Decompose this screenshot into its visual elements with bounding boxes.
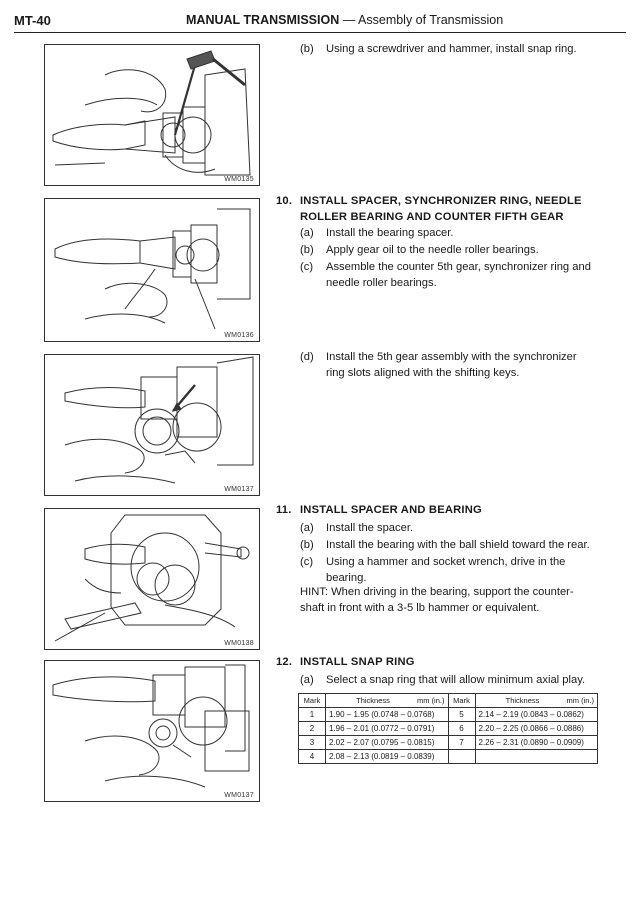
screwdriver-hammer-illustration <box>45 45 259 185</box>
step-text: Using a screwdriver and hammer, install snap ring. <box>326 43 577 55</box>
figure-label: WM0137 <box>224 792 254 799</box>
mark-cell: 6 <box>448 722 475 736</box>
section-name: MANUAL TRANSMISSION <box>186 13 340 27</box>
fifth-gear-illustration <box>45 355 259 495</box>
table-row <box>299 722 598 736</box>
figure-wm0136 <box>44 198 260 342</box>
step-text-line1: Install the 5th gear assembly with the synchronizer <box>326 351 577 363</box>
step-11-hint <box>300 585 620 616</box>
step-12-item-a <box>300 673 620 689</box>
mark-cell: 7 <box>448 736 475 750</box>
mark-cell: 5 <box>448 708 475 722</box>
step-label: (a) <box>300 674 314 686</box>
step-label: (c) <box>300 556 314 568</box>
figure-wm0137-snap-ring <box>44 660 260 802</box>
mark-cell: 3 <box>299 736 326 750</box>
step-text-line2: bearing. <box>326 571 367 584</box>
table-row <box>299 736 598 750</box>
step-text: Install the bearing spacer. <box>326 227 454 239</box>
figure-wm0137 <box>44 354 260 496</box>
step-text: Install the bearing with the ball shield toward the rear. <box>326 539 590 551</box>
page-number: MT-40 <box>14 13 51 28</box>
step-text-line2: needle roller bearings. <box>326 276 437 289</box>
step-text: Install the spacer. <box>326 522 414 534</box>
figure-wm0135 <box>44 44 260 186</box>
step-text-line1: Using a hammer and socket wrench, drive in the <box>326 556 566 568</box>
column-header-mark: Mark <box>299 694 326 708</box>
bearing-install-illustration <box>45 509 259 649</box>
header-title <box>186 13 503 27</box>
figure-label: WM0138 <box>224 640 254 647</box>
header-dash: — <box>342 13 356 27</box>
step-label: (d) <box>300 351 314 363</box>
step-label: (c) <box>300 261 314 273</box>
figure-label: WM0137 <box>224 486 254 493</box>
thickness-label: Thickness <box>356 696 390 705</box>
step-12-number: 12. <box>276 656 293 668</box>
step-label: (a) <box>300 227 314 239</box>
step-10-item-d <box>300 350 620 382</box>
step-10-item-b <box>300 243 620 259</box>
step-10-title-line2: ROLLER BEARING AND COUNTER FIFTH GEAR <box>300 210 564 223</box>
table-row <box>299 708 598 722</box>
step-11-title: INSTALL SPACER AND BEARING <box>300 504 482 516</box>
step-text <box>326 555 565 586</box>
step-11-item-c <box>300 555 620 587</box>
figure-label: WM0136 <box>224 332 254 339</box>
mark-cell: 4 <box>299 750 326 764</box>
thickness-cell: 2.14 – 2.19 (0.0843 – 0.0862) <box>475 708 598 722</box>
hint-line2: shaft in front with a 3-5 lb hammer or equivalent. <box>300 601 540 614</box>
snap-ring-illustration <box>45 661 259 801</box>
thickness-cell: 1.90 – 1.95 (0.0748 – 0.0768) <box>326 708 449 722</box>
hint-line1: HINT: When driving in the bearing, support the counter- <box>300 586 574 598</box>
thickness-cell: 2.26 – 2.31 (0.0890 – 0.0909) <box>475 736 598 750</box>
step-11-item-b <box>300 538 620 554</box>
thickness-cell: 2.02 – 2.07 (0.0795 – 0.0815) <box>326 736 449 750</box>
step-label: (a) <box>300 522 314 534</box>
table-row <box>299 750 598 764</box>
step-11-item-a <box>300 521 620 537</box>
page-header <box>14 10 626 33</box>
table-header-row <box>299 694 598 708</box>
step-text-line2: ring slots aligned with the shifting keys. <box>326 366 520 379</box>
column-header-mark: Mark <box>448 694 475 708</box>
figure-wm0138 <box>44 508 260 650</box>
step-text <box>326 260 591 291</box>
step-10-number: 10. <box>276 195 293 207</box>
step-label: (b) <box>300 43 314 55</box>
snap-ring-table <box>298 693 598 764</box>
intro-step-b <box>300 42 620 58</box>
unit-label: mm (in.) <box>416 696 445 705</box>
step-label: (b) <box>300 244 314 256</box>
step-text-line1: Assemble the counter 5th gear, synchronizer ring and <box>326 261 591 273</box>
column-header-thickness <box>475 694 598 708</box>
step-10-title-line1: INSTALL SPACER, SYNCHRONIZER RING, NEEDLE <box>300 195 582 207</box>
step-10-title <box>300 194 620 225</box>
step-10-item-a <box>300 226 620 242</box>
step-text <box>326 350 577 381</box>
step-text: Apply gear oil to the needle roller bearings. <box>326 244 539 256</box>
step-text: Select a snap ring that will allow minimum axial play. <box>326 674 586 686</box>
figure-label: WM0135 <box>224 176 254 183</box>
thickness-cell: 1.96 – 2.01 (0.0772 – 0.0791) <box>326 722 449 736</box>
thickness-cell <box>475 750 598 764</box>
mark-cell <box>448 750 475 764</box>
mark-cell: 1 <box>299 708 326 722</box>
step-10-item-c <box>300 260 620 292</box>
thickness-label: Thickness <box>505 696 540 705</box>
step-label: (b) <box>300 539 314 551</box>
step-11-number: 11. <box>276 504 292 516</box>
step-12-title: INSTALL SNAP RING <box>300 656 415 668</box>
header-subtitle: Assembly of Transmission <box>358 13 504 27</box>
mark-cell: 2 <box>299 722 326 736</box>
unit-label: mm (in.) <box>566 696 594 705</box>
thickness-cell: 2.20 – 2.25 (0.0866 – 0.0886) <box>475 722 598 736</box>
column-header-thickness <box>326 694 449 708</box>
needle-bearing-illustration <box>45 199 259 341</box>
thickness-cell: 2.08 – 2.13 (0.0819 – 0.0839) <box>326 750 449 764</box>
